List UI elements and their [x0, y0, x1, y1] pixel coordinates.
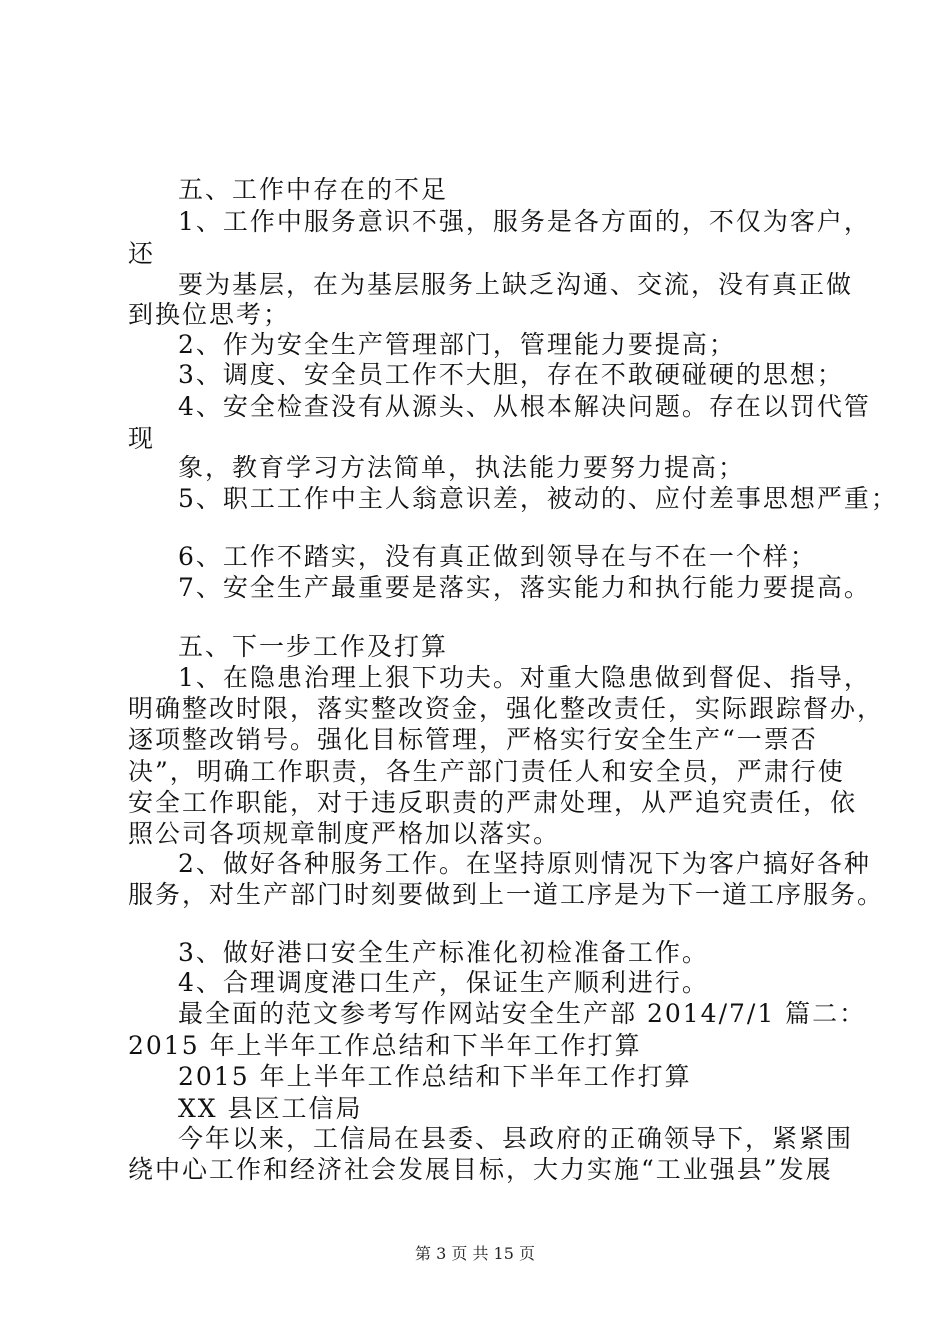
text-line: 还 [128, 239, 156, 268]
text-line: 五、工作中存在的不足 [178, 175, 449, 204]
text-line: 2015 年上半年工作总结和下半年工作打算 [128, 1031, 642, 1060]
text-line: 1、在隐患治理上狠下功夫。对重大隐患做到督促、指导， [178, 663, 871, 692]
text-line: 7、安全生产最重要是落实，落实能力和执行能力要提高。 [178, 573, 871, 602]
section-heading: 五、下一步工作及打算 [178, 632, 449, 661]
text-line: 6、工作不踏实，没有真正做到领导在与不在一个样； [178, 542, 817, 571]
text-line: 安全工作职能，对于违反职责的严肃处理，从严追究责任，依 [128, 788, 858, 817]
text-line: 2、作为安全生产管理部门，管理能力要提高； [178, 330, 736, 359]
text-line: 最全面的范文参考写作网站安全生产部 2014/7/1 篇二： [178, 999, 867, 1028]
text-line: 3、做好港口安全生产标准化初检准备工作。 [178, 938, 709, 967]
text-line: 4、合理调度港口生产，保证生产顺利进行。 [178, 968, 709, 997]
text-line: 1、工作中服务意识不强，服务是各方面的，不仅为客户， [178, 207, 871, 236]
text-line: 今年以来，工信局在县委、县政府的正确领导下，紧紧围 [178, 1124, 854, 1153]
text-line: 明确整改时限，落实整改资金，强化整改责任，实际跟踪督办， [128, 694, 885, 723]
text-line: 象，教育学习方法简单，执法能力要努力提高； [178, 453, 746, 482]
page-number: 第 3 页 共 15 页 [415, 1244, 535, 1263]
text-line: 5、职工工作中主人翁意识差，被动的、应付差事思想严重； [178, 484, 898, 513]
text-line: 到换位思考； [128, 300, 291, 329]
document-title: 2015 年上半年工作总结和下半年工作打算 [178, 1062, 692, 1091]
text-line: 决”，明确工作职责，各生产部门责任人和安全员，严肃行使 [128, 757, 845, 786]
text-line: 2、做好各种服务工作。在坚持原则情况下为客户搞好各种 [178, 849, 871, 878]
text-line: 照公司各项规章制度严格加以落实。 [128, 819, 561, 848]
text-line: 4、安全检查没有从源头、从根本解决问题。存在以罚代管 [178, 392, 871, 421]
document-author: XX 县区工信局 [178, 1094, 363, 1123]
text-line: 3、调度、安全员工作不大胆，存在不敢硬碰硬的思想； [178, 360, 844, 389]
text-line: 绕中心工作和经济社会发展目标，大力实施“工业强县”发展 [128, 1155, 833, 1184]
text-line: 服务，对生产部门时刻要做到上一道工序是为下一道工序服务。 [128, 880, 885, 909]
text-line: 现 [128, 424, 156, 453]
text-line: 要为基层，在为基层服务上缺乏沟通、交流，没有真正做 [178, 270, 854, 299]
text-line: 逐项整改销号。强化目标管理，严格实行安全生产“一票否 [128, 725, 818, 754]
